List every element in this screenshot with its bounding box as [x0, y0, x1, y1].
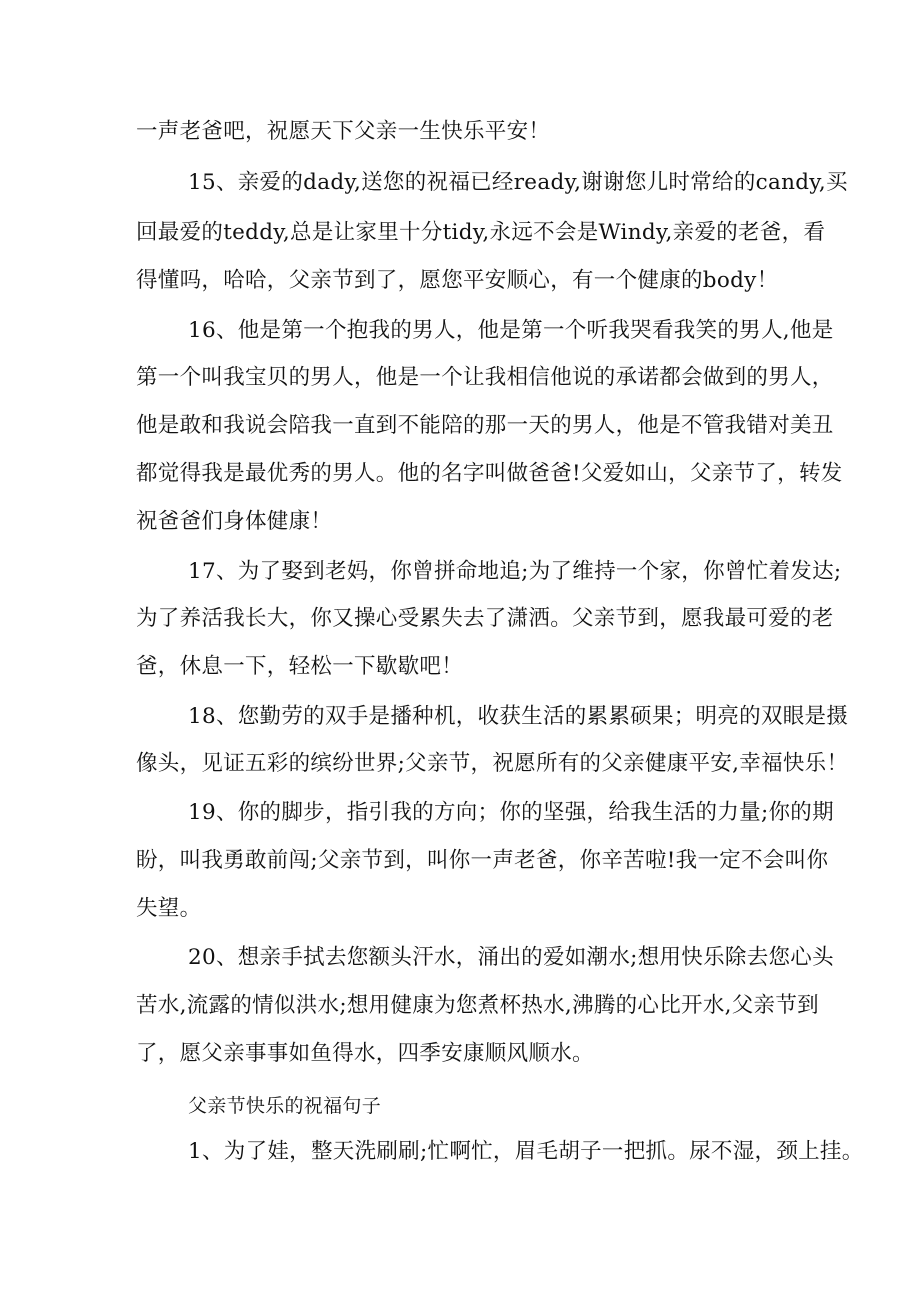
paragraph-18-line: 18、您勤劳的双手是播种机，收获生活的累累硕果；明亮的双眼是摄	[188, 704, 849, 729]
paragraph-19-line: 失望。	[136, 896, 202, 921]
text-line: 一声老爸吧，祝愿天下父亲一生快乐平安！	[136, 119, 551, 144]
paragraph-16-line: 祝爸爸们身体健康！	[136, 509, 333, 534]
paragraph-18-line: 像头，见证五彩的缤纷世界;父亲节，祝愿所有的父亲健康平安,幸福快乐！	[136, 751, 849, 776]
paragraph-19-line: 19、你的脚步，指引我的方向；你的坚强，给我生活的力量;你的期	[188, 800, 834, 825]
paragraph-20-line: 了，愿父亲事事如鱼得水，四季安康顺风顺水。	[136, 1041, 594, 1066]
paragraph-20-line: 20、想亲手拭去您额头汗水，涌出的爱如潮水;想用快乐除去您心头	[188, 945, 834, 970]
paragraph-17-line: 为了养活我长大，你又操心受累失去了潇洒。父亲节到，愿我最可爱的老	[136, 606, 834, 631]
paragraph-1-line: 1、为了娃，整天洗刷刷;忙啊忙，眉毛胡子一把抓。尿不湿，颈上挂。	[188, 1139, 864, 1164]
paragraph-16-line: 16、他是第一个抱我的男人，他是第一个听我哭看我笑的男人,他是	[188, 318, 834, 343]
paragraph-20-line: 苦水,流露的情似洪水;想用健康为您煮杯热水,沸腾的心比开水,父亲节到	[136, 993, 819, 1018]
paragraph-19-line: 盼，叫我勇敢前闯;父亲节到，叫你一声老爸，你辛苦啦!我一定不会叫你	[136, 848, 829, 873]
paragraph-17-line: 17、为了娶到老妈，你曾拼命地追;为了维持一个家，你曾忙着发达;	[188, 559, 842, 584]
paragraph-17-line: 爸，休息一下，轻松一下歇歇吧！	[136, 654, 464, 679]
paragraph-15-line: 得懂吗，哈哈，父亲节到了，愿您平安顺心，有一个健康的body！	[136, 268, 779, 293]
paragraph-16-line: 他是敢和我说会陪我一直到不能陪的那一天的男人，他是不管我错对美丑	[136, 413, 834, 438]
paragraph-15-line: 回最爱的teddy,总是让家里十分tidy,永远不会是Windy,亲爱的老爸，看	[136, 220, 826, 245]
section-heading: 父亲节快乐的祝福句子	[188, 1095, 382, 1117]
paragraph-15-line: 15、亲爱的dady,送您的祝福已经ready,谢谢您儿时常给的candy,买	[188, 170, 848, 195]
paragraph-16-line: 第一个叫我宝贝的男人，他是一个让我相信他说的承诺都会做到的男人，	[136, 365, 834, 390]
paragraph-16-line: 都觉得我是最优秀的男人。他的名字叫做爸爸!父爱如山，父亲节了，转发	[136, 461, 843, 486]
